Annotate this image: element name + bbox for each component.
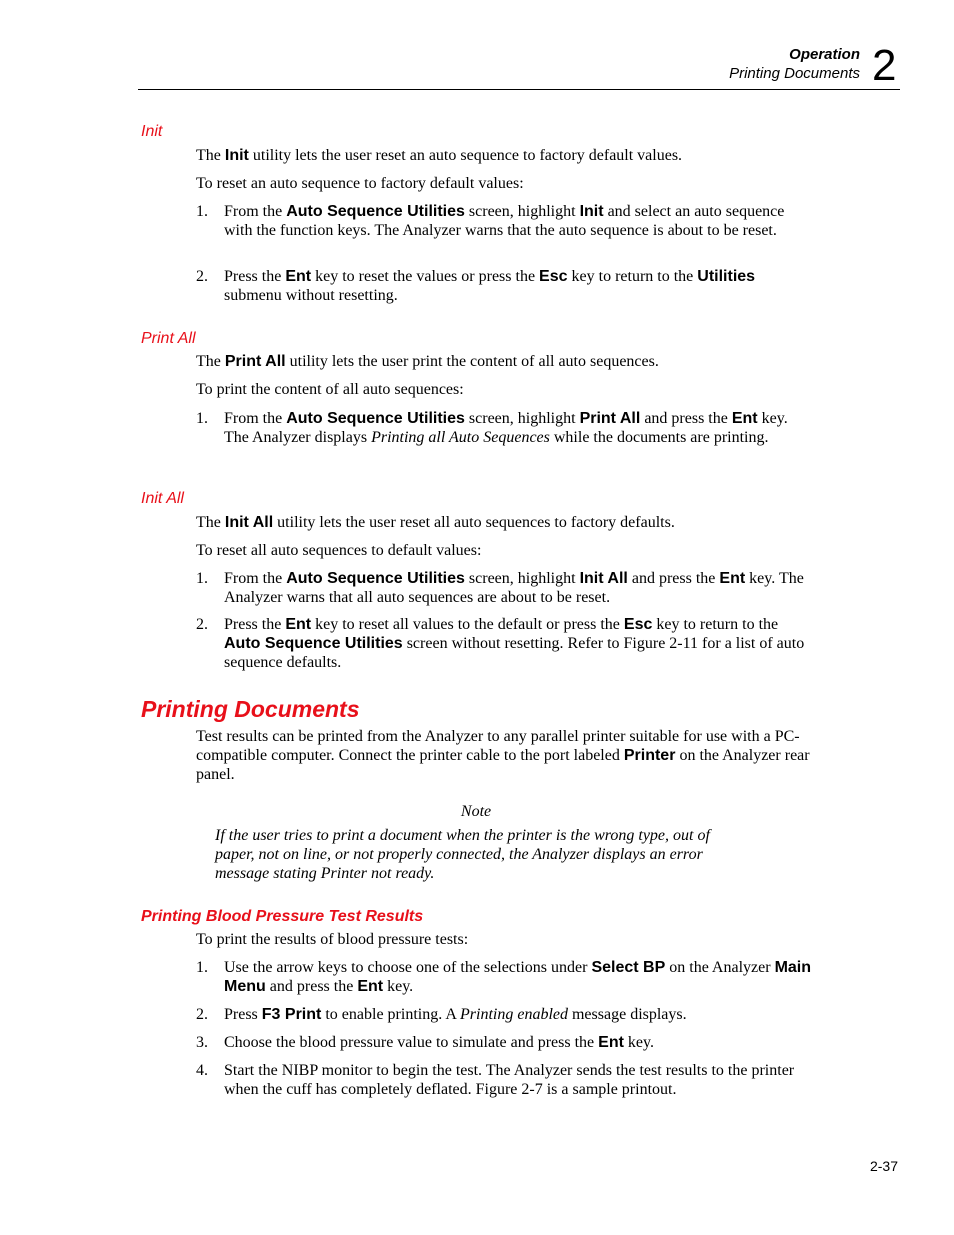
print-all-lead: To print the content of all auto sequences: <box>196 381 464 398</box>
page-number: 2-37 <box>869 1158 898 1174</box>
init-all-lead: To reset all auto sequences to default values: <box>196 542 482 559</box>
heading-init-all: Init All <box>141 490 184 507</box>
heading-print-all: Print All <box>141 330 196 347</box>
list-item: 1. Use the arrow keys to choose one of the selections under Select BP on the Analyzer Main Menu and press the Ent key. <box>196 959 812 995</box>
init-all-intro: The Init All utility lets the user reset all auto sequences to factory defaults. <box>196 514 675 531</box>
list-item: 1. From the Auto Sequence Utilities screen, highlight Init All and press the Ent key. The Analyzer warns that all auto sequences are about to be reset. <box>196 570 804 606</box>
page-header <box>0 0 954 95</box>
bp-lead: To print the results of blood pressure tests: <box>196 931 469 948</box>
chapter-title: Operation <box>789 46 860 63</box>
list-item: 1. From the Auto Sequence Utilities screen, highlight Print All and press the Ent key. The Analyzer displays Printing all Auto Sequences while the documents are printing. <box>196 410 788 446</box>
list-item: 1. From the Auto Sequence Utilities screen, highlight Init and select an auto sequence with the function keys. The Analyzer warns that the auto sequence is about to be reset. <box>196 203 785 239</box>
heading-bp-test-results: Printing Blood Pressure Test Results <box>141 908 424 925</box>
note-text: If the user tries to print a document when the printer is the wrong type, out of paper, not on line, or not properly connected, the Analyzer displays an error message stating Printer not ready. <box>215 827 710 882</box>
header-rule <box>138 89 900 90</box>
note-label: Note <box>460 803 492 820</box>
list-item: 2. Press the Ent key to reset all values to the default or press the Esc key to return to the Auto Sequence Utilities screen without resetting. Refer to Figure 2-11 for a list of auto sequence defaults. <box>196 616 805 671</box>
printing-documents-body: Test results can be printed from the Analyzer to any parallel printer suitable for use with a PC-compatible computer. Connect the printer cable to the port labeled Printer on the Analyzer rear panel. <box>196 728 810 783</box>
running-section-title: Printing Documents <box>729 65 860 82</box>
init-intro: The Init utility lets the user reset an auto sequence to factory default values. <box>196 147 683 164</box>
chapter-number: 2 <box>872 41 897 90</box>
list-item: 4. Start the NIBP monitor to begin the test. The Analyzer sends the test results to the printer when the cuff has completely deflated. Figure 2-7 is a sample printout. <box>196 1062 795 1098</box>
list-item: 2. Press F3 Print to enable printing. A Printing enabled message displays. <box>196 1006 687 1023</box>
list-item: 3. Choose the blood pressure value to simulate and press the Ent key. <box>196 1034 654 1051</box>
heading-printing-documents: Printing Documents <box>141 696 360 722</box>
init-lead: To reset an auto sequence to factory default values: <box>196 175 524 192</box>
print-all-intro: The Print All utility lets the user print the content of all auto sequences. <box>196 353 659 370</box>
heading-init: Init <box>141 123 163 140</box>
list-item: 2. Press the Ent key to reset the values or press the Esc key to return to the Utilities submenu without resetting. <box>196 268 756 304</box>
